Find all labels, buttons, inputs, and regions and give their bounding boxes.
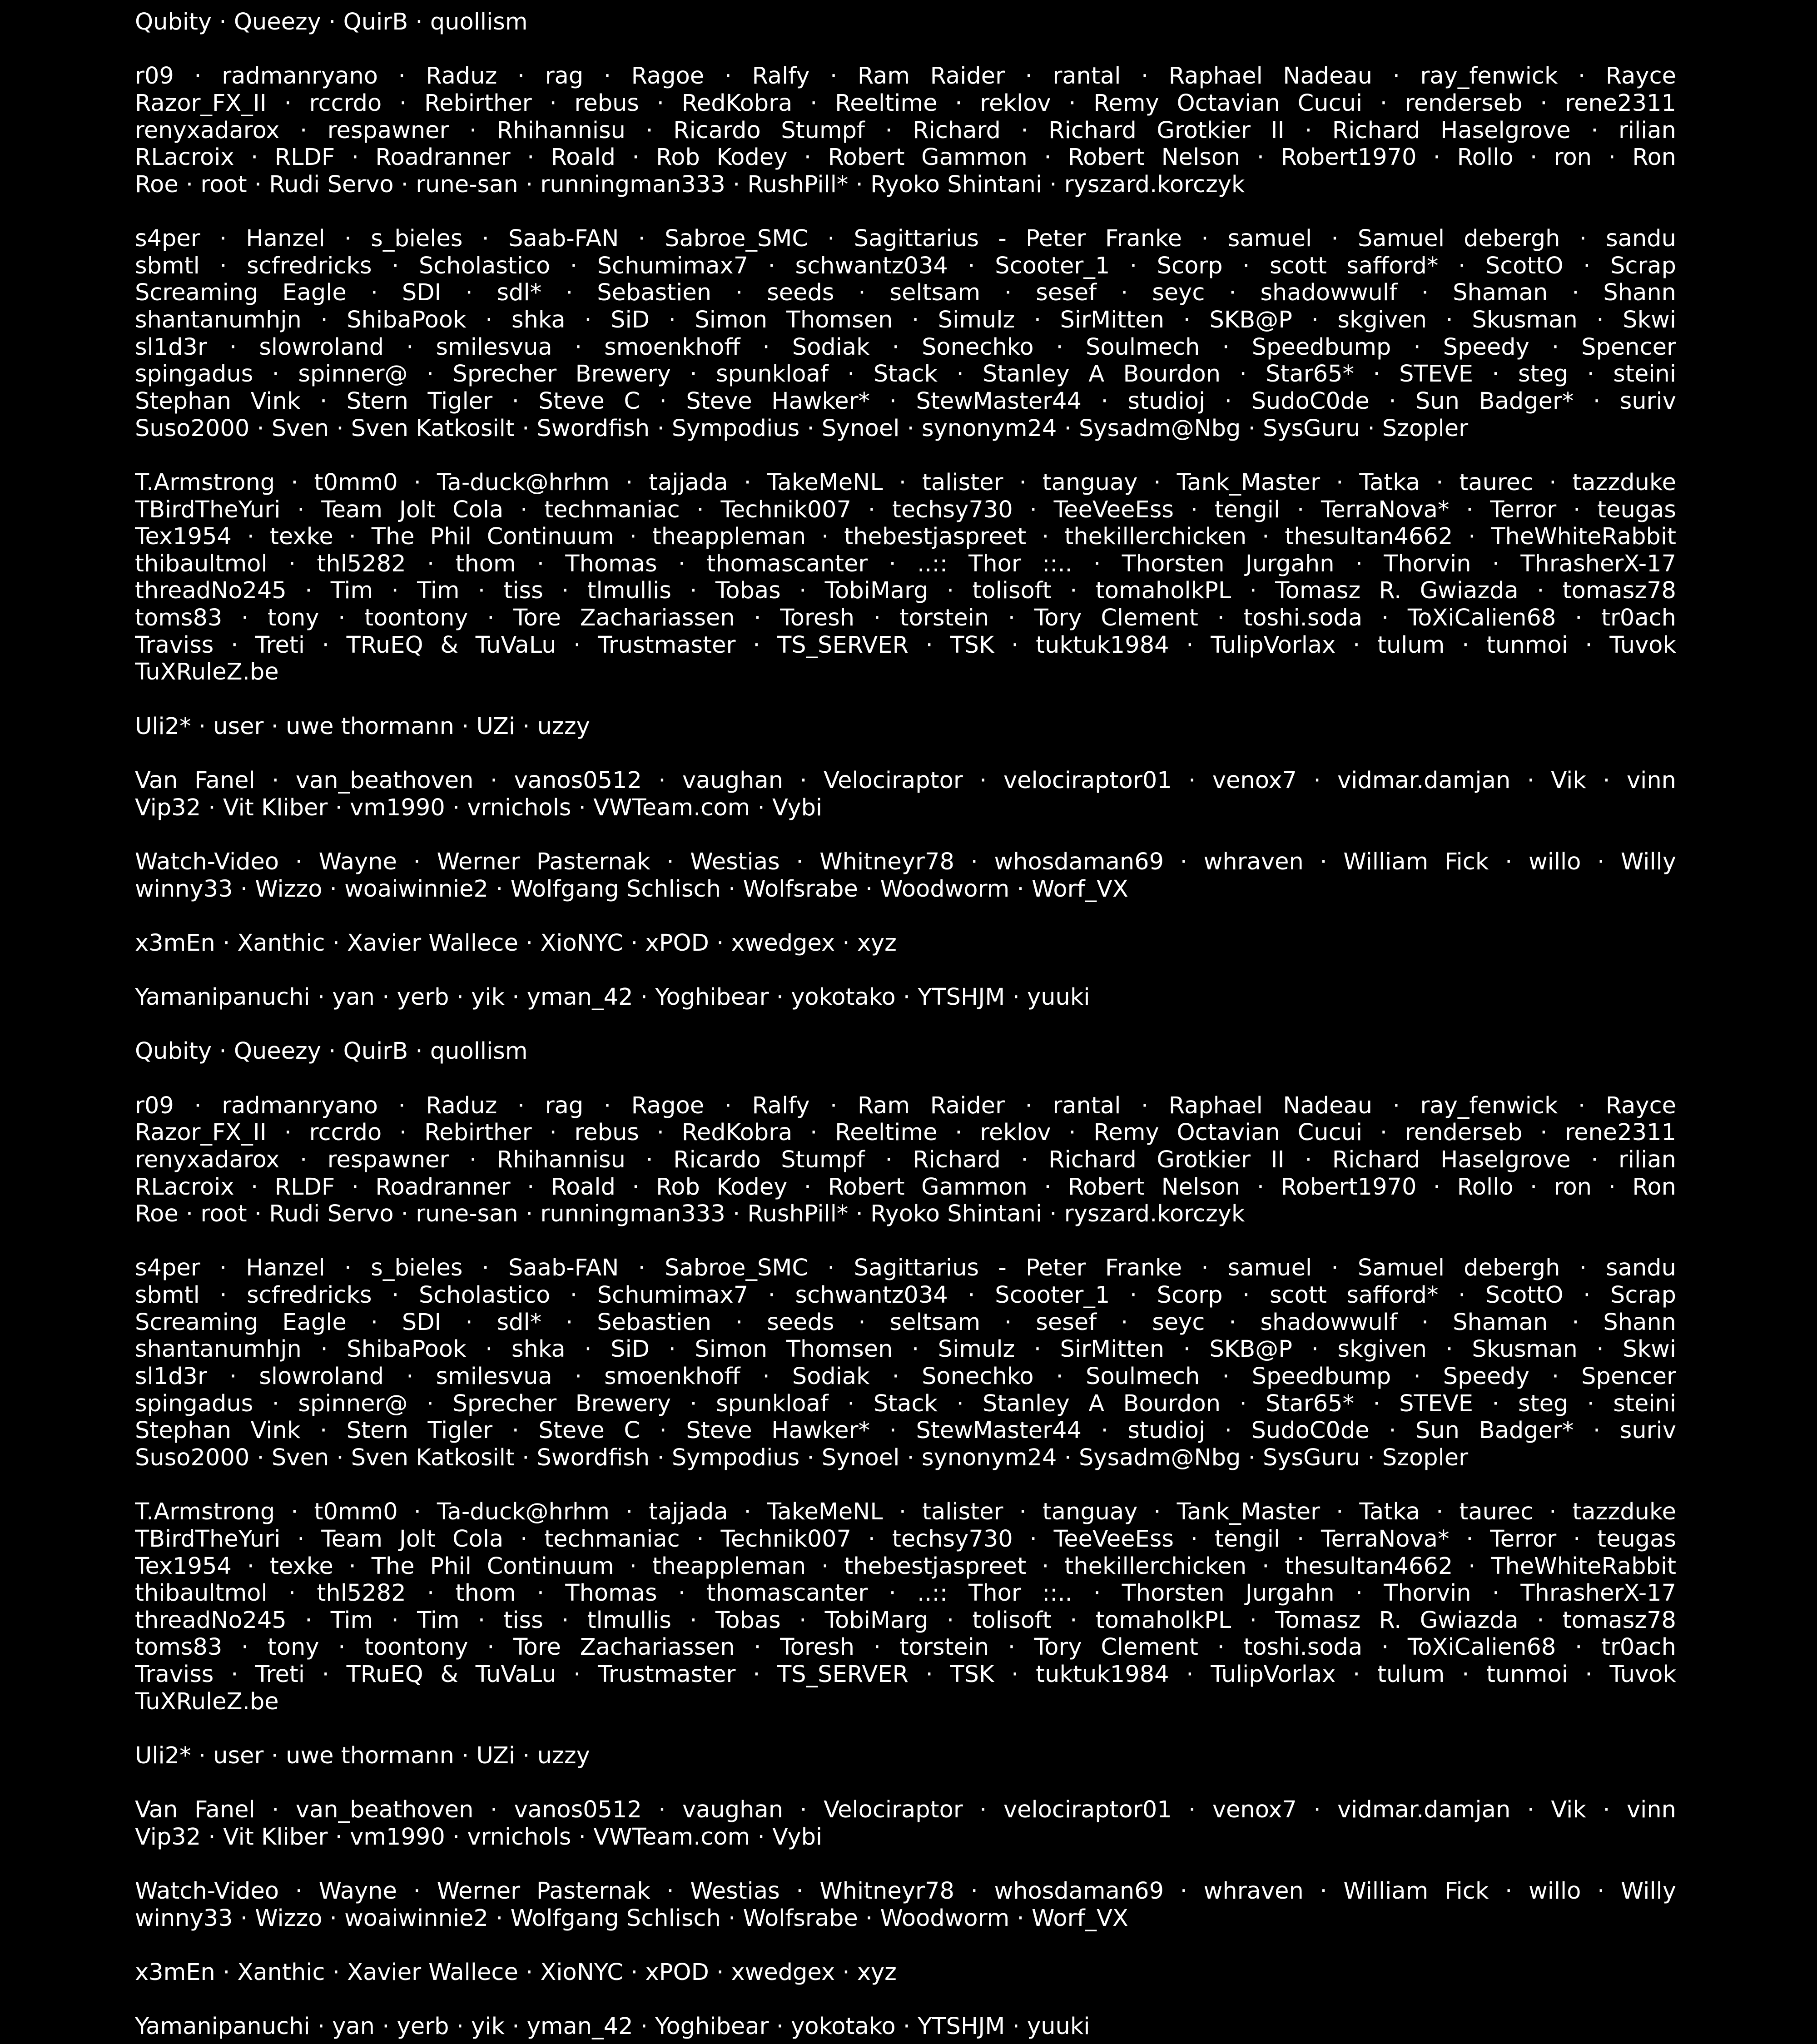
credits-line: T.Armstrong · t0mm0 · Ta-duck@hrhm · tajjada · TakeMeNL · talister · tanguay · Tank_Master · Tatka · taurec · tazzduke [135, 1498, 1676, 1526]
credits-line: thibaultmol · thl5282 · thom · Thomas · thomascanter · ..:: Thor ::.. · Thorsten Jurgahn · Thorvin · ThrasherX-17 [135, 1580, 1676, 1607]
credits-line: renyxadarox · respawner · Rhihannisu · Ricardo Stumpf · Richard · Richard Grotkier II · Richard Haselgrove · rilian [135, 1146, 1676, 1173]
credits-line: sbmtl · scfredricks · Scholastico · Schumimax7 · schwantz034 · Scooter_1 · Scorp · scott safford* · ScottO · Scrap [135, 1282, 1676, 1309]
credits-line: s4per · Hanzel · s_bieles · Saab-FAN · Sabroe_SMC · Sagittarius - Peter Franke · samuel · Samuel debergh · sandu [135, 225, 1676, 253]
credits-letter-group [135, 984, 1676, 1011]
credits-line: RLacroix · RLDF · Roadranner · Roald · Rob Kodey · Robert Gammon · Robert Nelson · Robert1970 · Rollo · ron · Ron [135, 144, 1676, 171]
credits-line: winny33 · Wizzo · woaiwinnie2 · Wolfgang Schlisch · Wolfsrabe · Woodworm · Worf_VX [135, 875, 1128, 903]
credits-line: r09 · radmanryano · Raduz · rag · Ragoe · Ralfy · Ram Raider · rantal · Raphael Nadeau · ray_fenwick · Rayce [135, 63, 1676, 90]
credits-line: shantanumhjn · ShibaPook · shka · SiD · Simon Thomsen · Simulz · SirMitten · SKB@P · skgiven · Skusman · Skwi [135, 1336, 1676, 1363]
credits-copy [135, 1038, 1676, 2040]
credits-line: Yamanipanuchi · yan · yerb · yik · yman_42 · Yoghibear · yokotako · YTSHJM · yuuki [135, 2013, 1090, 2040]
credits-letter-group [135, 225, 1676, 442]
credits-line: toms83 · tony · toontony · Tore Zachariassen · Toresh · torstein · Tory Clement · toshi.soda · ToXiCalien68 · tr0ach [135, 1634, 1676, 1661]
credits-line: r09 · radmanryano · Raduz · rag · Ragoe · Ralfy · Ram Raider · rantal · Raphael Nadeau · ray_fenwick · Rayce [135, 1092, 1676, 1119]
credits-letter-group [135, 469, 1676, 686]
credits-line: Vip32 · Vit Kliber · vm1990 · vrnichols · VWTeam.com · Vybi [135, 1823, 823, 1851]
credits-line: T.Armstrong · t0mm0 · Ta-duck@hrhm · tajjada · TakeMeNL · talister · tanguay · Tank_Master · Tatka · taurec · tazzduke [135, 469, 1676, 496]
credits-copy [135, 9, 1676, 1011]
credits-letter-group [135, 2013, 1676, 2040]
credits-line: Qubity · Queezy · QuirB · quollism [135, 1038, 528, 1065]
credits-line: Qubity · Queezy · QuirB · quollism [135, 9, 528, 35]
credits-line: Van Fanel · van_beathoven · vanos0512 · vaughan · Velociraptor · velociraptor01 · venox7 · vidmar.damjan · Vik · vinn [135, 767, 1676, 794]
credits-line: Screaming Eagle · SDI · sdl* · Sebastien · seeds · seltsam · sesef · seyc · shadowwulf · Shaman · Shann [135, 279, 1676, 307]
credits-letter-group [135, 1959, 1676, 1986]
credits-line: Uli2* · user · uwe thormann · UZi · uzzy [135, 1742, 590, 1769]
credits-line: Yamanipanuchi · yan · yerb · yik · yman_42 · Yoghibear · yokotako · YTSHJM · yuuki [135, 984, 1090, 1011]
credits-line: TBirdTheYuri · Team Jolt Cola · techmaniac · Technik007 · techsy730 · TeeVeeEss · tengil · TerraNova* · Terror · teugas [135, 496, 1676, 523]
credits-letter-group [135, 1092, 1676, 1228]
credits-letter-group [135, 63, 1676, 198]
credits-line: sl1d3r · slowroland · smilesvua · smoenkhoff · Sodiak · Sonechko · Soulmech · Speedbump · Speedy · Spencer [135, 333, 1676, 361]
credits-line: RLacroix · RLDF · Roadranner · Roald · Rob Kodey · Robert Gammon · Robert Nelson · Robert1970 · Rollo · ron · Ron [135, 1173, 1676, 1201]
credits-line: Tex1954 · texke · The Phil Continuum · theappleman · thebestjaspreet · thekillerchicken · thesultan4662 · TheWhiteRabbit [135, 1553, 1676, 1580]
credits-line: Uli2* · user · uwe thormann · UZi · uzzy [135, 713, 590, 740]
credits-line: Vip32 · Vit Kliber · vm1990 · vrnichols · VWTeam.com · Vybi [135, 794, 823, 821]
credits-line: x3mEn · Xanthic · Xavier Wallece · XioNYC · xPOD · xwedgex · xyz [135, 929, 897, 957]
credits-letter-group [135, 1255, 1676, 1471]
credits-line: Razor_FX_II · rccrdo · Rebirther · rebus · RedKobra · Reeltime · reklov · Remy Octavian Cucui · renderseb · rene2311 [135, 1119, 1676, 1146]
credits-line: Razor_FX_II · rccrdo · Rebirther · rebus · RedKobra · Reeltime · reklov · Remy Octavian Cucui · renderseb · rene2311 [135, 89, 1676, 117]
credits-letter-group [135, 767, 1676, 821]
credits-line: spingadus · spinner@ · Sprecher Brewery · spunkloaf · Stack · Stanley A Bourdon · Star65* · STEVE · steg · steini [135, 361, 1676, 388]
credits-line: TuXRuleZ.be [135, 1688, 279, 1715]
credits-letter-group [135, 713, 1676, 740]
credits-line: Screaming Eagle · SDI · sdl* · Sebastien · seeds · seltsam · sesef · seyc · shadowwulf · Shaman · Shann [135, 1309, 1676, 1336]
credits-line: Suso2000 · Sven · Sven Katkosilt · Swordfish · Sympodius · Synoel · synonym24 · Sysadm@Nbg · SysGuru · Szopler [135, 1444, 1469, 1471]
credits-line: Watch-Video · Wayne · Werner Pasternak · Westias · Whitneyr78 · whosdaman69 · whraven · William Fick · willo · Willy [135, 848, 1676, 875]
credits-letter-group [135, 848, 1676, 903]
credits-letter-group [135, 1038, 1676, 1065]
credits-letter-group [135, 930, 1676, 957]
credits-line: Watch-Video · Wayne · Werner Pasternak · Westias · Whitneyr78 · whosdaman69 · whraven · William Fick · willo · Willy [135, 1878, 1676, 1905]
credits-letter-group [135, 1742, 1676, 1770]
credits-line: Tex1954 · texke · The Phil Continuum · theappleman · thebestjaspreet · thekillerchicken · thesultan4662 · TheWhiteRabbit [135, 523, 1676, 551]
credits-line: TBirdTheYuri · Team Jolt Cola · techmaniac · Technik007 · techsy730 · TeeVeeEss · tengil · TerraNova* · Terror · teugas [135, 1525, 1676, 1553]
credits-line: Stephan Vink · Stern Tigler · Steve C · Steve Hawker* · StewMaster44 · studioj · SudoC0de · Sun Badger* · suriv [135, 1417, 1676, 1444]
credits-line: spingadus · spinner@ · Sprecher Brewery · spunkloaf · Stack · Stanley A Bourdon · Star65* · STEVE · steg · steini [135, 1390, 1676, 1417]
credits-line: renyxadarox · respawner · Rhihannisu · Ricardo Stumpf · Richard · Richard Grotkier II · Richard Haselgrove · rilian [135, 117, 1676, 144]
credits-line: shantanumhjn · ShibaPook · shka · SiD · Simon Thomsen · Simulz · SirMitten · SKB@P · skgiven · Skusman · Skwi [135, 307, 1676, 334]
credits-line: threadNo245 · Tim · Tim · tiss · tlmullis · Tobas · TobiMarg · tolisoft · tomaholkPL · Tomasz R. Gwiazda · tomasz78 [135, 577, 1676, 605]
credits-line: TuXRuleZ.be [135, 659, 279, 686]
credits-line: x3mEn · Xanthic · Xavier Wallece · XioNYC · xPOD · xwedgex · xyz [135, 1959, 897, 1986]
credits-letter-group [135, 1878, 1676, 1932]
credits-line: threadNo245 · Tim · Tim · tiss · tlmullis · Tobas · TobiMarg · tolisoft · tomaholkPL · Tomasz R. Gwiazda · tomasz78 [135, 1607, 1676, 1634]
credits-line: Traviss · Treti · TRuEQ & TuVaLu · Trustmaster · TS_SERVER · TSK · tuktuk1984 · TulipVorlax · tulum · tunmoi · Tuvok [135, 631, 1676, 659]
credits-letter-group [135, 1796, 1676, 1851]
credits-line: s4per · Hanzel · s_bieles · Saab-FAN · Sabroe_SMC · Sagittarius - Peter Franke · samuel · Samuel debergh · sandu [135, 1255, 1676, 1282]
credits-letter-group [135, 9, 1676, 36]
credits-line: sl1d3r · slowroland · smilesvua · smoenkhoff · Sodiak · Sonechko · Soulmech · Speedbump · Speedy · Spencer [135, 1363, 1676, 1390]
credits-line: Van Fanel · van_beathoven · vanos0512 · vaughan · Velociraptor · velociraptor01 · venox7 · vidmar.damjan · Vik · vinn [135, 1796, 1676, 1824]
credits-letter-group [135, 1498, 1676, 1715]
credits-list [135, 0, 1676, 2040]
credits-line: Stephan Vink · Stern Tigler · Steve C · Steve Hawker* · StewMaster44 · studioj · SudoC0de · Sun Badger* · suriv [135, 387, 1676, 415]
credits-line: thibaultmol · thl5282 · thom · Thomas · thomascanter · ..:: Thor ::.. · Thorsten Jurgahn · Thorvin · ThrasherX-17 [135, 550, 1676, 577]
credits-line: winny33 · Wizzo · woaiwinnie2 · Wolfgang Schlisch · Wolfsrabe · Woodworm · Worf_VX [135, 1905, 1128, 1932]
credits-line: Suso2000 · Sven · Sven Katkosilt · Swordfish · Sympodius · Synoel · synonym24 · Sysadm@Nbg · SysGuru · Szopler [135, 415, 1469, 442]
credits-line: Roe · root · Rudi Servo · rune-san · runningman333 · RushPill* · Ryoko Shintani · ryszard.korczyk [135, 171, 1245, 198]
credits-line: Traviss · Treti · TRuEQ & TuVaLu · Trustmaster · TS_SERVER · TSK · tuktuk1984 · TulipVorlax · tulum · tunmoi · Tuvok [135, 1661, 1676, 1688]
credits-line: toms83 · tony · toontony · Tore Zachariassen · Toresh · torstein · Tory Clement · toshi.soda · ToXiCalien68 · tr0ach [135, 605, 1676, 632]
credits-line: sbmtl · scfredricks · Scholastico · Schumimax7 · schwantz034 · Scooter_1 · Scorp · scott safford* · ScottO · Scrap [135, 252, 1676, 279]
credits-line: Roe · root · Rudi Servo · rune-san · runningman333 · RushPill* · Ryoko Shintani · ryszard.korczyk [135, 1201, 1245, 1228]
